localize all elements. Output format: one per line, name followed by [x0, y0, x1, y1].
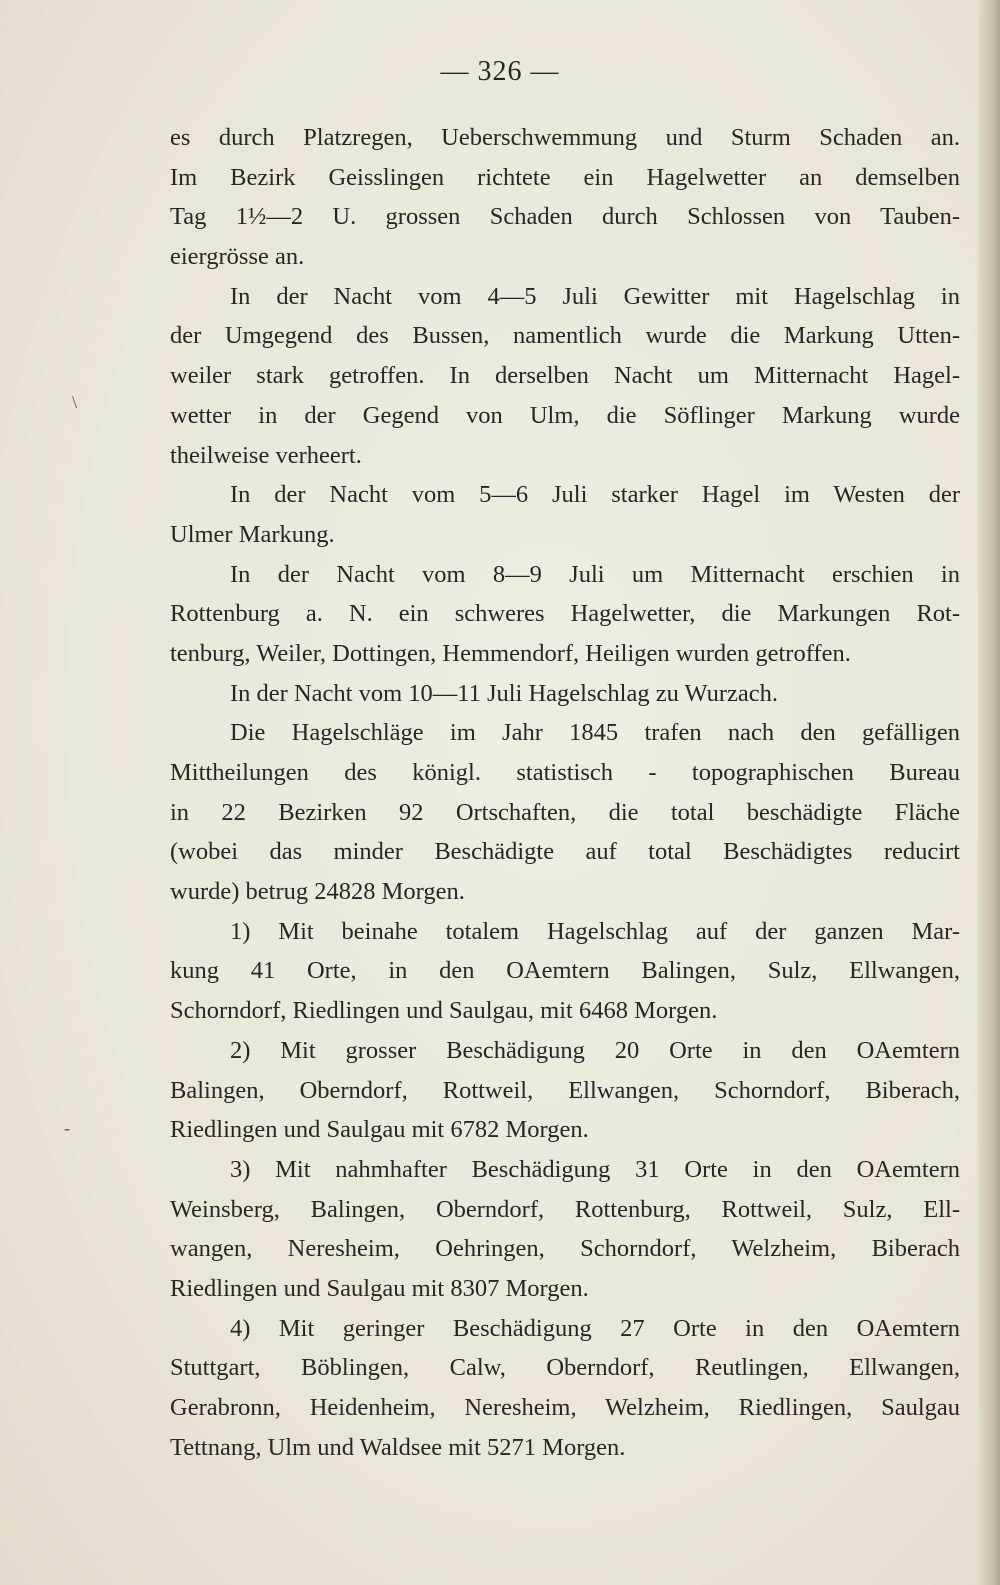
text-line: In der Nacht vom 10—11 Juli Hagelschlag zu Wurzach.: [230, 679, 779, 707]
text-line: Riedlingen und Saulgau mit 8307 Morgen.: [170, 1274, 589, 1302]
text-line: Stuttgart, Böblingen, Calw, Oberndorf, Reutlingen, Ellwangen,: [170, 1354, 960, 1382]
text-line: Rottenburg a. N. ein schweres Hagelwetter, die Markungen Rot-: [170, 600, 960, 628]
text-line: wangen, Neresheim, Oehringen, Schorndorf, Welzheim, Biberach: [170, 1235, 960, 1263]
text-line: in 22 Bezirken 92 Ortschaften, die total beschädigte Fläche: [170, 798, 960, 826]
text-line: Die Hagelschläge im Jahr 1845 trafen nach den gefälligen: [230, 719, 960, 747]
text-line: In der Nacht vom 5—6 Juli starker Hagel im Westen der: [230, 481, 960, 509]
text-line: der Umgegend des Bussen, namentlich wurde die Markung Utten-: [170, 322, 960, 350]
page-body-text: [170, 118, 960, 1467]
text-line: 2) Mit grosser Beschädigung 20 Orte in den OAemtern: [230, 1036, 960, 1064]
text-line: In der Nacht vom 4—5 Juli Gewitter mit Hagelschlag in: [230, 282, 960, 310]
text-line: Mittheilungen des königl. statistisch - topographischen Bureau: [170, 759, 960, 786]
margin-mark: -: [64, 1118, 70, 1138]
text-line: Riedlingen und Saulgau mit 6782 Morgen.: [170, 1116, 589, 1144]
text-line: In der Nacht vom 8—9 Juli um Mitternacht erschien in: [230, 560, 960, 588]
text-line: weiler stark getroffen. In derselben Nacht um Mitternacht Hagel-: [170, 362, 960, 390]
text-line: Weinsberg, Balingen, Oberndorf, Rottenburg, Rottweil, Sulz, Ell-: [170, 1195, 960, 1223]
text-line: Tettnang, Ulm und Waldsee mit 5271 Morgen.: [170, 1433, 626, 1461]
text-line: Gerabronn, Heidenheim, Neresheim, Welzheim, Riedlingen, Saulgau: [170, 1394, 960, 1421]
text-line: theilweise verheert.: [170, 441, 362, 469]
text-line: eiergrösse an.: [170, 243, 305, 271]
text-line: wurde) betrug 24828 Morgen.: [170, 878, 465, 906]
text-line: es durch Platzregen, Ueberschwemmung und Sturm Schaden an.: [170, 124, 960, 151]
page-spine-shadow: [978, 0, 1000, 1585]
text-line: 1) Mit beinahe totalem Hagelschlag auf der ganzen Mar-: [230, 917, 960, 945]
text-line: kung 41 Orte, in den OAemtern Balingen, Sulz, Ellwangen,: [170, 957, 960, 985]
text-line: Ulmer Markung.: [170, 520, 335, 548]
margin-mark: \: [72, 392, 78, 412]
text-line: Tag 1½—2 U. grossen Schaden durch Schlossen von Tauben-: [170, 203, 960, 231]
page-number: — 326 —: [440, 56, 560, 87]
text-line: (wobei das minder Beschädigte auf total Beschädigtes reducirt: [170, 838, 960, 866]
text-line: Im Bezirk Geisslingen richtete ein Hagelwetter an demselben: [170, 163, 960, 191]
text-line: Balingen, Oberndorf, Rottweil, Ellwangen, Schorndorf, Biberach,: [170, 1076, 960, 1104]
text-line: wetter in der Gegend von Ulm, die Söflinger Markung wurde: [170, 401, 960, 429]
text-line: 4) Mit geringer Beschädigung 27 Orte in den OAemtern: [230, 1314, 960, 1342]
text-line: 3) Mit nahmhafter Beschädigung 31 Orte in den OAemtern: [230, 1155, 960, 1183]
text-line: tenburg, Weiler, Dottingen, Hemmendorf, Heiligen wurden getroffen.: [170, 639, 851, 667]
text-line: Schorndorf, Riedlingen und Saulgau, mit 6468 Morgen.: [170, 997, 718, 1025]
